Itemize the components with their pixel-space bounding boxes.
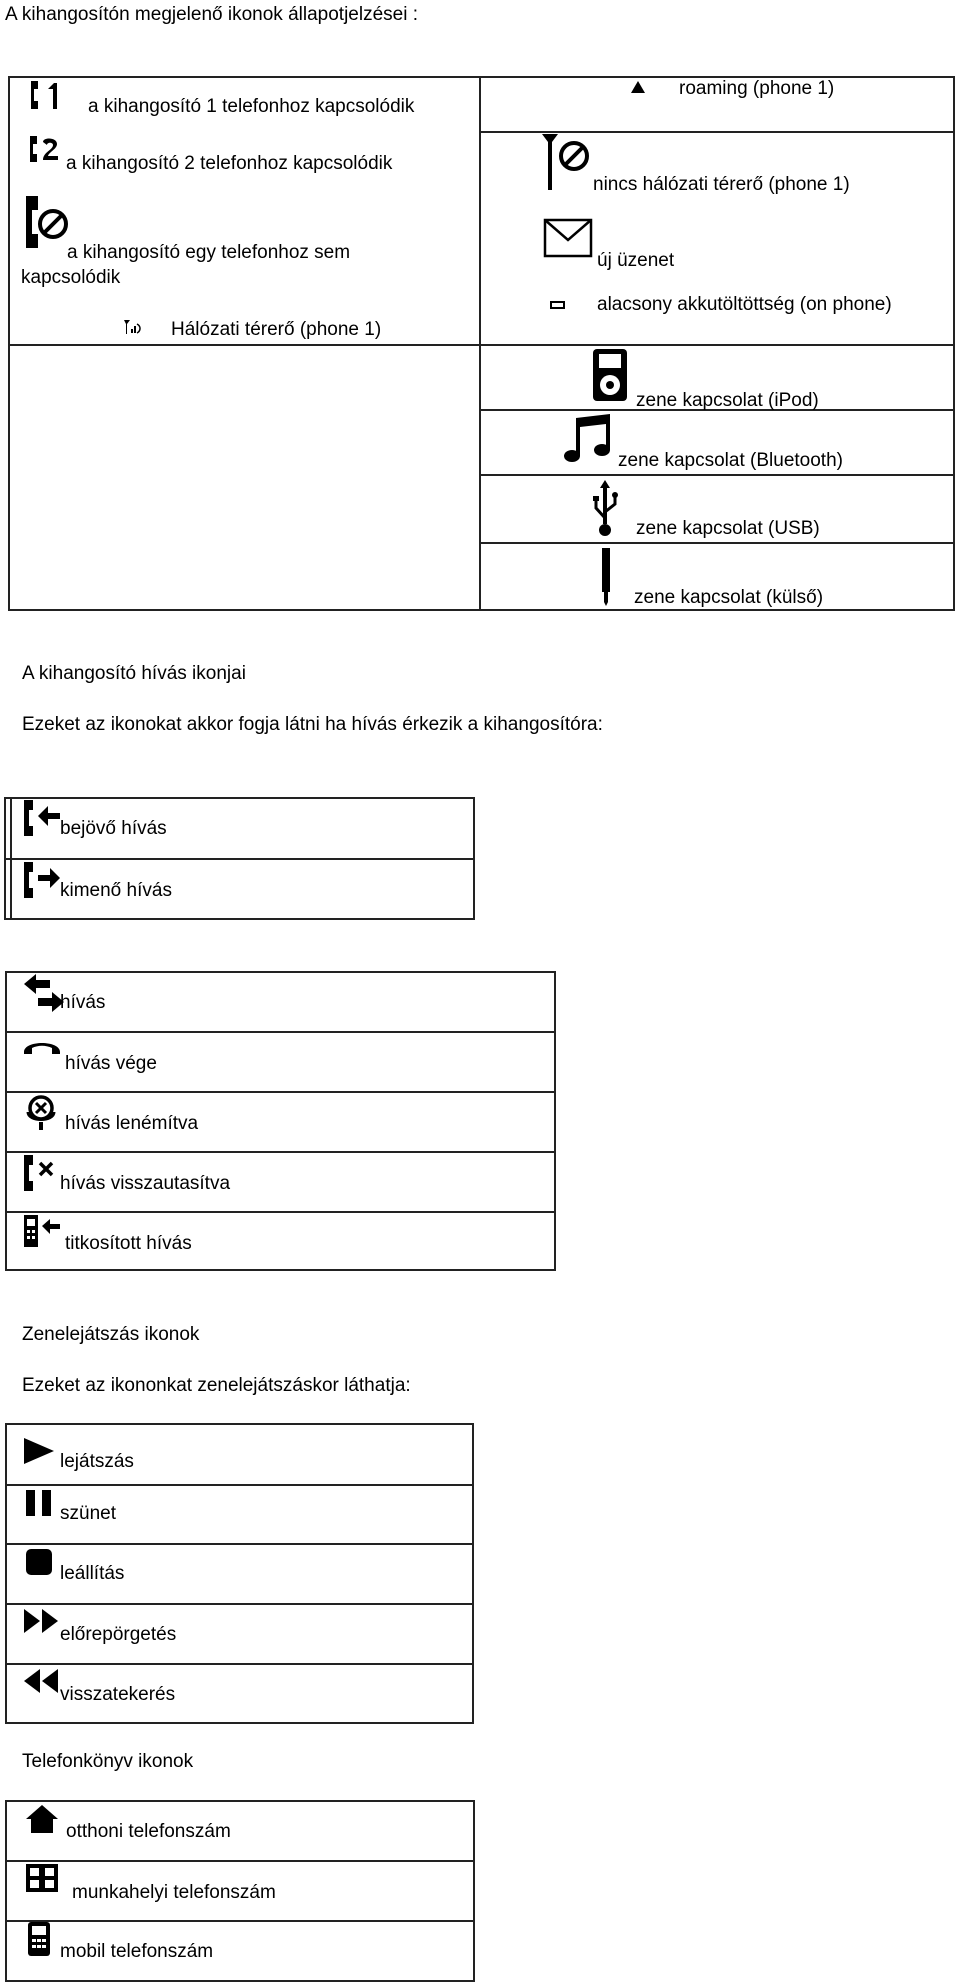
phonebook-label-2: munkahelyi telefonszám [72,1882,276,1903]
outgoing-call-icon [22,860,62,900]
fast-forward-icon [22,1607,62,1635]
music-label-5: visszatekerés [60,1684,176,1705]
status-right-label-3: új üzenet [597,250,675,271]
usb-icon [590,478,620,540]
incoming-call-icon [22,798,62,838]
call-intro: Ezeket az ikonokat akkor fogja látni ha hívás érkezik a kihangosítóra: [22,714,603,735]
signal-strength-icon [123,318,143,336]
roaming-icon [630,80,646,94]
home-icon [24,1803,60,1835]
status-right-label-8: zene kapcsolat (külső) [634,587,824,608]
play-icon [22,1436,56,1466]
call-t2-label-3: hívás lenémítva [65,1113,199,1134]
call-t2-label-4: hívás visszautasítva [60,1173,231,1194]
status-right-label-6: zene kapcsolat (Bluetooth) [618,450,843,471]
status-left-label-3b: kapcsolódik [21,267,121,288]
music-note-icon [562,412,614,464]
stop-icon [24,1547,54,1577]
status-left-label-1: a kihangosító 1 telefonhoz kapcsolódik [88,96,415,117]
encrypted-call-icon [22,1213,62,1249]
phonebook-label-3: mobil telefonszám [60,1941,214,1962]
status-heading: A kihangosítón megjelenő ikonok állapotjelzései : [5,4,418,25]
phone-1-connected-icon [26,79,62,113]
office-building-icon [24,1862,60,1894]
mute-icon [22,1094,60,1132]
call-rejected-icon [22,1153,62,1193]
status-right-label-1: roaming (phone 1) [679,78,835,99]
phone-2-connected-icon [26,134,64,166]
low-battery-icon [550,300,566,310]
status-right-label-7: zene kapcsolat (USB) [636,518,820,539]
call-t2-label-5: titkosított hívás [65,1233,192,1254]
music-intro: Ezeket az ikononkat zenelejátszáskor láthatja: [22,1375,411,1396]
music-label-1: lejátszás [60,1451,134,1472]
jack-plug-icon [598,546,614,608]
music-heading: Zenelejátszás ikonok [22,1324,200,1345]
phone-not-connected-icon [18,194,70,250]
phonebook-heading: Telefonkönyv ikonok [22,1751,194,1772]
ipod-icon [591,347,629,403]
music-label-2: szünet [60,1503,116,1524]
status-left-label-2: a kihangosító 2 telefonhoz kapcsolódik [66,153,393,174]
music-label-4: előrepörgetés [60,1624,177,1645]
status-right-label-4: alacsony akkutöltöttség (on phone) [597,294,892,315]
pause-icon [24,1488,54,1518]
call-t2-label-2: hívás vége [65,1053,157,1074]
call-heading: A kihangosító hívás ikonjai [22,663,246,684]
mobile-phone-icon [26,1920,52,1958]
status-left-label-4: Hálózati térerő (phone 1) [171,319,382,340]
no-signal-icon [540,132,596,192]
call-t1-label-2: kimenő hívás [60,880,172,901]
music-label-3: leállítás [60,1563,125,1584]
call-t1-label-1: bejövő hívás [60,818,167,839]
envelope-icon [543,218,593,258]
phonebook-label-1: otthoni telefonszám [66,1821,231,1842]
call-t2-label-1: hívás [60,992,106,1013]
rewind-icon [22,1667,62,1695]
status-left-label-3a: a kihangosító egy telefonhoz sem [67,242,351,263]
status-right-label-2: nincs hálózati térerő (phone 1) [593,174,850,195]
status-right-label-5: zene kapcsolat (iPod) [636,390,819,411]
end-call-icon [22,1040,62,1056]
